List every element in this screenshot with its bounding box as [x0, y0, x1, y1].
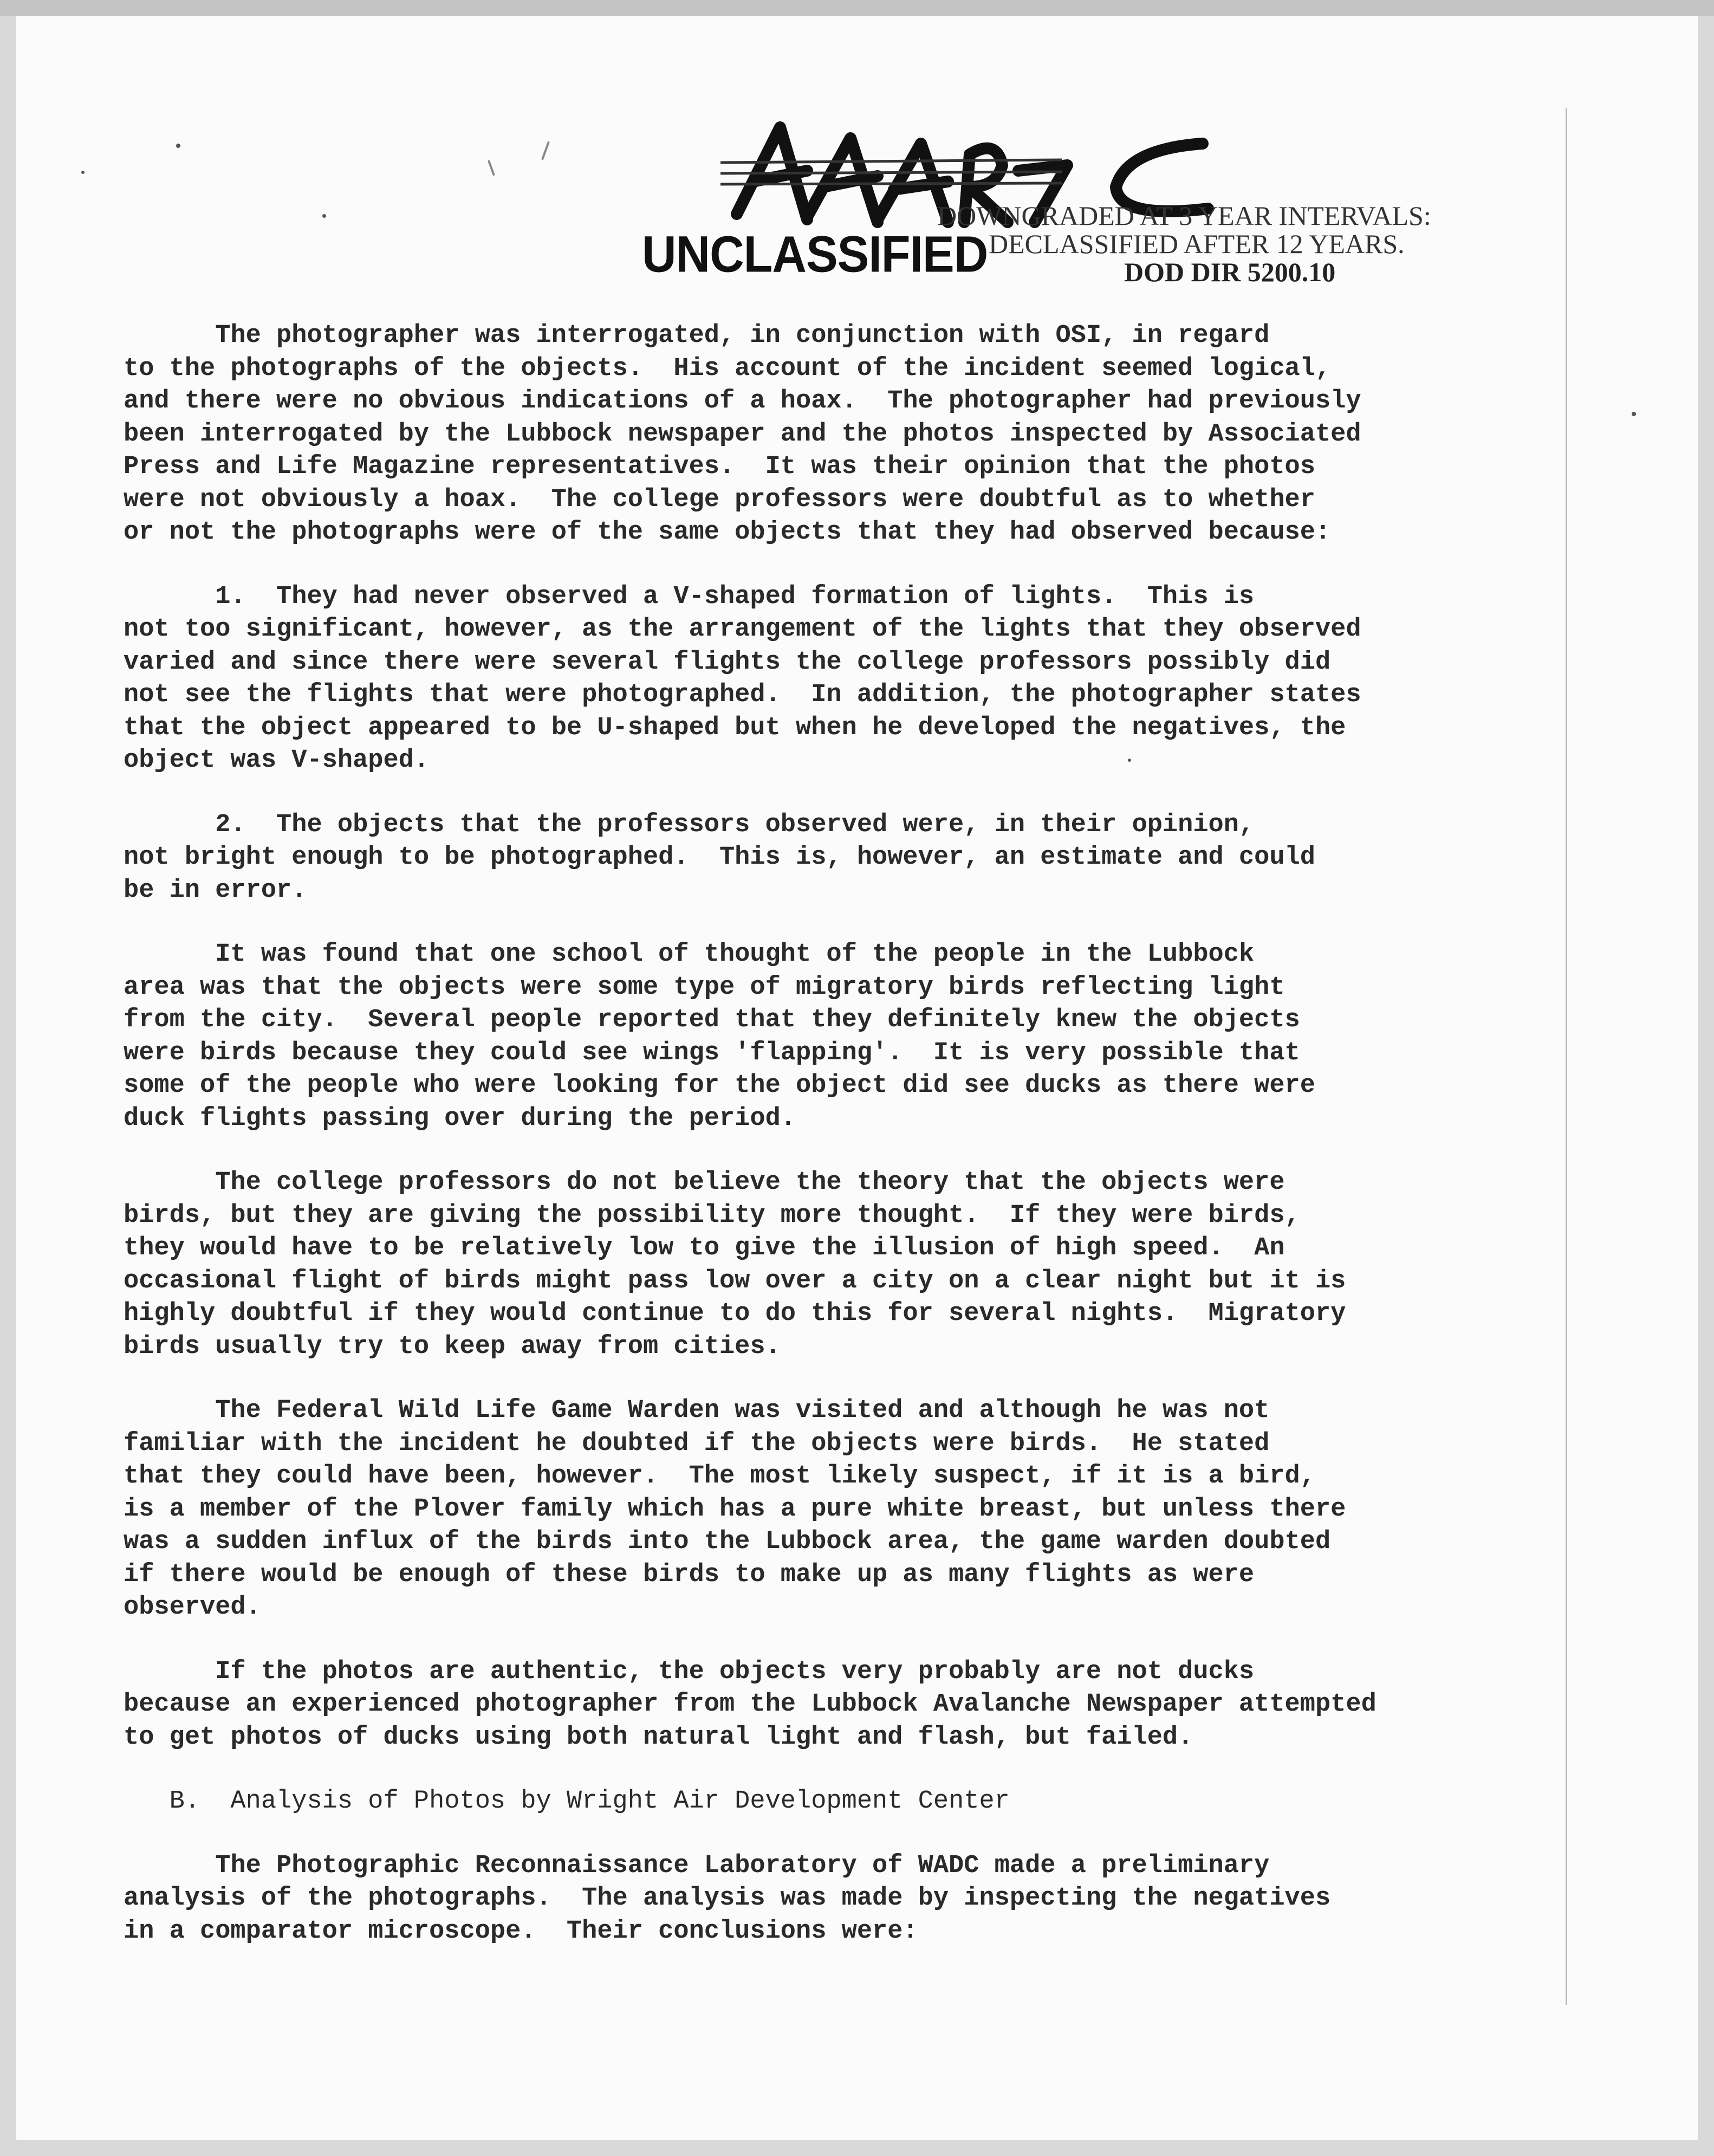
text-line: varied and since there were several flights the college professors possibly did [124, 648, 1331, 677]
text-line: that they could have been, however. The most likely suspect, if it is a bird, [124, 1462, 1315, 1491]
text-line: to the photographs of the objects. His account of the incident seemed logical, [124, 354, 1331, 383]
text-line: to get photos of ducks using both natural light and flash, but failed. [124, 1723, 1193, 1752]
text-line: It was found that one school of thought of the people in the Lubbock [124, 940, 1255, 969]
text-line: if there would be enough of these birds to make up as many flights as were [124, 1560, 1255, 1589]
directive-line: DOD DIR 5200.10 [1124, 257, 1336, 287]
text-line: object was V-shaped. [124, 746, 430, 775]
text-line: The Photographic Reconnaissance Laboratory of WADC made a preliminary [124, 1851, 1270, 1880]
text-line: were birds because they could see wings 'flapping'. It is very possible that [124, 1038, 1300, 1067]
downgrade-notice [937, 202, 1431, 286]
text-line: occasional flight of birds might pass low over a city on a clear night but it is [124, 1266, 1346, 1296]
paragraph-interrogation [124, 320, 1510, 549]
text-line: because an experienced photographer from the Lubbock Avalanche Newspaper attempted [124, 1690, 1377, 1719]
text-line: not too significant, however, as the arrangement of the lights that they observed [124, 615, 1361, 644]
text-line: and there were no obvious indications of a hoax. The photographer had previously [124, 387, 1361, 416]
text-line: The college professors do not believe the theory that the objects were [124, 1168, 1285, 1197]
scan-speck [176, 144, 180, 148]
text-line: highly doubtful if they would continue to do this for several nights. Migratory [124, 1299, 1346, 1328]
text-line: The photographer was interrogated, in conjunction with OSI, in regard [124, 321, 1270, 350]
paragraph-reason-1 [124, 581, 1510, 778]
text-line: not bright enough to be photographed. This is, however, an estimate and could [124, 843, 1315, 872]
text-line: birds, but they are giving the possibility more thought. If they were birds, [124, 1201, 1300, 1230]
page-fold-line [1566, 108, 1567, 2005]
text-line: that the object appeared to be U-shaped but when he developed the negatives, the [124, 713, 1346, 742]
paragraph-professors-birds [124, 1167, 1510, 1363]
text-line: Press and Life Magazine representatives. It was their opinion that the photos [124, 452, 1315, 481]
document-body [124, 320, 1510, 1979]
paragraph-wadc-analysis [124, 1850, 1510, 1948]
text-line: in a comparator microscope. Their conclusions were: [124, 1917, 918, 1946]
paragraph-birds-theory [124, 938, 1510, 1135]
text-line: observed. [124, 1593, 261, 1622]
text-line: were not obviously a hoax. The college professors were doubtful as to whether [124, 485, 1315, 514]
scan-speck [81, 171, 85, 174]
paragraph-photos-authentic [124, 1656, 1510, 1754]
downgrade-line: DOWNGRADED AT 3 YEAR INTERVALS: [937, 200, 1431, 231]
text-line: 1. They had never observed a V-shaped formation of lights. This is [124, 582, 1255, 611]
text-line: be in error. [124, 876, 307, 905]
text-line: duck flights passing over during the period. [124, 1104, 796, 1133]
text-line: or not the photographs were of the same objects that they had observed because: [124, 518, 1331, 547]
declassify-line: DECLASSIFIED AFTER 12 YEARS. [989, 229, 1405, 259]
section-heading-text: B. Analysis of Photos by Wright Air Development Center [124, 1787, 1010, 1816]
scan-speck [1632, 412, 1636, 416]
text-line: familiar with the incident he doubted if the objects were birds. He stated [124, 1429, 1270, 1458]
unclassified-stamp: UNCLASSIFIED [642, 224, 988, 283]
text-line: not see the flights that were photographed. In addition, the photographer states [124, 681, 1361, 709]
text-line: The Federal Wild Life Game Warden was visited and although he was not [124, 1396, 1270, 1425]
section-heading-b [124, 1785, 1510, 1818]
text-line: birds usually try to keep away from cities. [124, 1332, 781, 1361]
scan-speck [322, 214, 326, 218]
text-line: they would have to be relatively low to give the illusion of high speed. An [124, 1234, 1285, 1262]
paragraph-game-warden [124, 1395, 1510, 1624]
text-line: been interrogated by the Lubbock newspaper and the photos inspected by Associated [124, 419, 1361, 449]
page-top-edge [0, 0, 1714, 16]
text-line: was a sudden influx of the birds into the Lubbock area, the game warden doubted [124, 1527, 1331, 1556]
paragraph-reason-2 [124, 809, 1510, 908]
text-line: 2. The objects that the professors observed were, in their opinion, [124, 810, 1255, 839]
text-line: analysis of the photographs. The analysis was made by inspecting the negatives [124, 1884, 1331, 1913]
text-line: area was that the objects were some type of migratory birds reflecting light [124, 973, 1285, 1002]
text-line: is a member of the Plover family which has a pure white breast, but unless there [124, 1494, 1346, 1524]
text-line: some of the people who were looking for the object did see ducks as there were [124, 1071, 1315, 1100]
text-line: from the city. Several people reported that they definitely knew the objects [124, 1006, 1300, 1034]
text-line: If the photos are authentic, the objects very probably are not ducks [124, 1657, 1255, 1686]
